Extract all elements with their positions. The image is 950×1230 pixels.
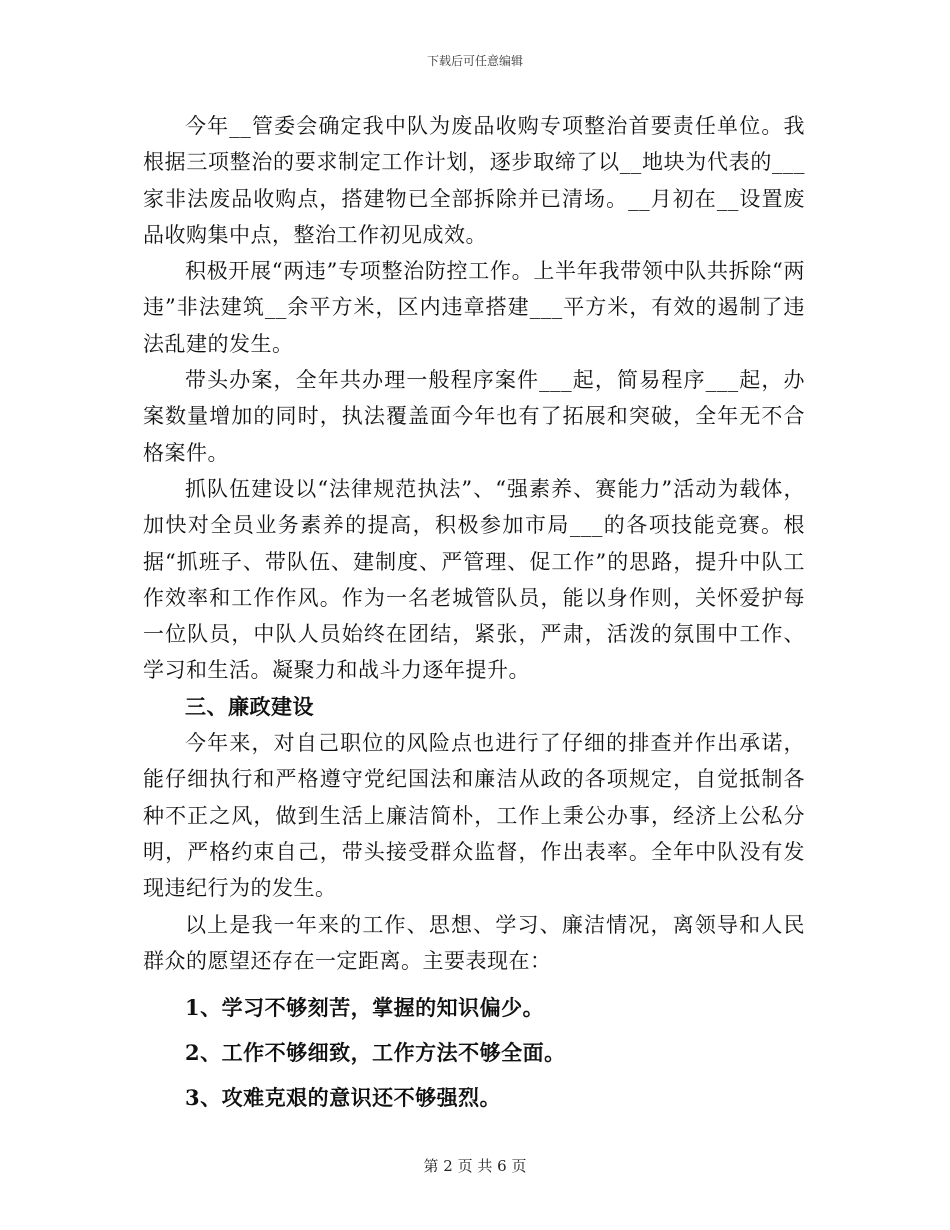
- paragraph-summary: 以上是我一年来的工作、思想、学习、廉洁情况，离领导和人民群众的愿望还存在一定距离。主要表现在：: [143, 912, 805, 973]
- paragraph-case-handling: 带头办案，全年共办理一般程序案件___起，简易程序___起，办案数量增加的同时，执法覆盖面今年也有了拓展和突破，全年无不合格案件。: [143, 368, 805, 465]
- list-item: 3、攻难克艰的意识还不够强烈。: [185, 1085, 502, 1111]
- shortcomings-list: [143, 985, 805, 1120]
- section-heading-integrity: 三、廉政建设: [185, 693, 314, 719]
- paragraph-illegal-construction: 积极开展“两违”专项整治防控工作。上半年我带领中队共拆除“两违”非法建筑__余平方米，区内违章搭建___平方米，有效的遏制了违法乱建的发生。: [143, 259, 805, 356]
- page-header-note: 下载后可任意编辑: [426, 54, 523, 68]
- document-body: [143, 108, 805, 1120]
- list-item: 2、工作不够细致，工作方法不够全面。: [185, 1040, 566, 1066]
- list-item: 1、学习不够刻苦，掌握的知识偏少。: [185, 995, 545, 1021]
- paragraph-waste-recycling: 今年__管委会确定我中队为废品收购专项整治首要责任单位。我根据三项整治的要求制定工作计划，逐步取缔了以__地块为代表的___家非法废品收购点，搭建物已全部拆除并已清场。__月初在__设置废品收购集中点，整治工作初见成效。: [143, 114, 805, 247]
- paragraph-team-building: 抓队伍建设以“法律规范执法”、“强素养、赛能力”活动为载体，加快对全员业务素养的提高，积极参加市局___的各项技能竞赛。根据“抓班子、带队伍、建制度、严管理、促工作”的思路，提升中队工作效率和工作作风。作为一名老城管队员，能以身作则，关怀爱护每一位队员，中队人员始终在团结，紧张，严肃，活泼的氛围中工作、学习和生活。凝聚力和战斗力逐年提升。: [143, 476, 805, 683]
- page-number: 第 2 页 共 6 页: [423, 1157, 527, 1175]
- paragraph-integrity: 今年来，对自己职位的风险点也进行了仔细的排查并作出承诺，能仔细执行和严格遵守党纪国法和廉洁从政的各项规定，自觉抵制各种不正之风，做到生活上廉洁简朴，工作上秉公办事，经济上公私分明，严格约束自己，带头接受群众监督，作出表率。全年中队没有发现违纪行为的发生。: [143, 731, 805, 901]
